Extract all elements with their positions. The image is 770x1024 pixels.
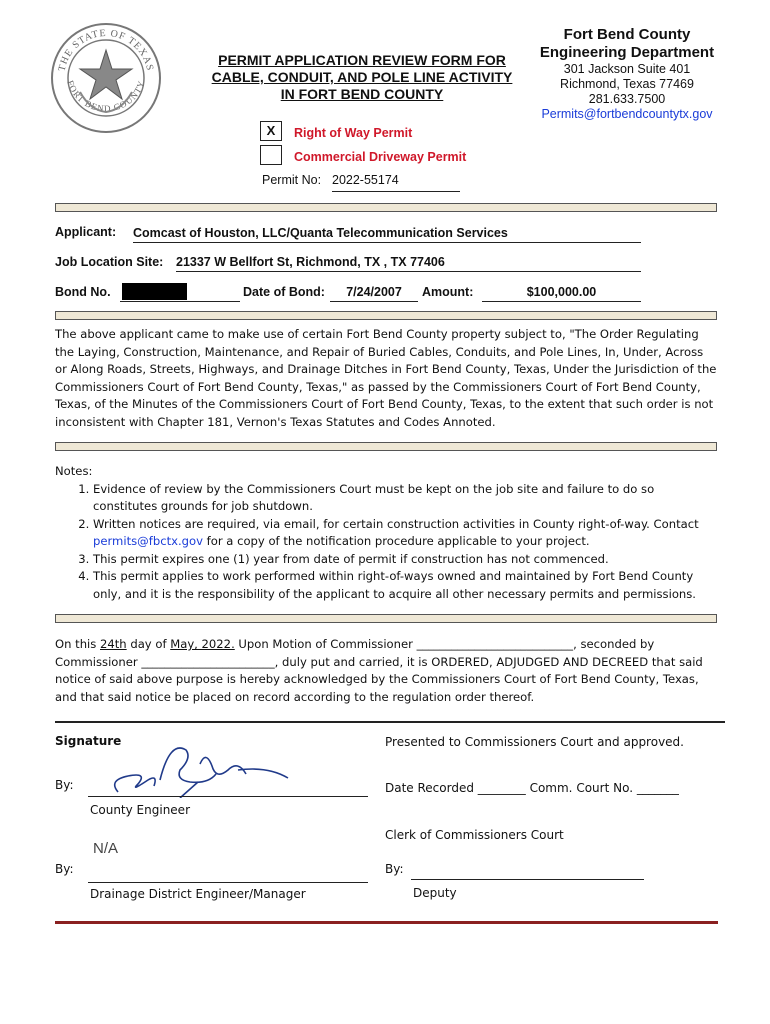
applicant-field[interactable] (133, 224, 641, 243)
dept-address-1: 301 Jackson Suite 401 (563, 62, 691, 76)
county-engineer-signature-field[interactable] (88, 740, 368, 798)
notification-email-link[interactable]: permits@fbctx.gov (93, 534, 203, 548)
order-day: 24th (100, 637, 127, 651)
applicant-value: Comcast of Houston, LLC/Quanta Telecommunication Services (133, 226, 508, 240)
dept-email-link[interactable]: Permits@fortbendcountytx.gov (541, 107, 713, 121)
dept-address-2: Richmond, Texas 77469 (560, 77, 694, 91)
applicant-label: Applicant: (55, 225, 117, 239)
job-location-label: Job Location Site: (55, 255, 164, 269)
signature-line-1 (88, 796, 368, 797)
title-line-3: IN FORT BEND COUNTY (280, 86, 444, 102)
date-recorded-text: Date Recorded ________ Comm. Court No. _______ (385, 781, 679, 795)
section-divider-bar (55, 614, 717, 623)
county-seal (50, 22, 162, 134)
amount-field[interactable] (482, 283, 641, 302)
notes-section (55, 463, 717, 603)
bond-date-value: 7/24/2007 (346, 285, 402, 299)
clerk-signature-line[interactable] (411, 879, 644, 880)
order-paragraph: On this 24th day of May, 2022. Upon Motion of Commissioner ___________________________, seconded by Commissioner _______________________, duly put and carried, it is ORDERED, ADJUDGED AND DECREED that said notice of said above purpose is hereby acknowledged by the Commissioners Court of Fort Bend County, Texas, and that said notice be placed on record according to the regulation order thereof. (55, 637, 703, 704)
note-item-2: 2. Written notices are required, via email, for certain construction activities in County right-of-way. Contact permits@fbctx.gov for a copy of the notification procedure applicable to your project. (93, 516, 717, 551)
title-line-1: PERMIT APPLICATION REVIEW FORM FOR (218, 52, 506, 68)
by-label-2: By: (55, 862, 74, 876)
body-paragraph: The above applicant came to make use of certain Fort Bend County property subject to, "The Order Regulating the Laying, Construction, Maintenance, and Repair of Buried Cables, Conduits, and Pole Lines, In, Under, Across or Along Roads, Streets, Highways, and Drainage Ditches in Fort Bend County, Texas, Under the Jurisdiction of the Commissioners Court of Fort Bend County, Texas," as passed by the Commissioners Court of Fort Bend County, Texas, of the Minutes of the Commissioners Court of Fort Bend County, Texas, to the extent that such order is not inconsistent with Chapter 181, Vernon's Texas Statutes and Codes Annoted. (55, 327, 717, 429)
dept-name-1: Fort Bend County (563, 26, 691, 43)
deputy-label: Deputy (413, 886, 457, 900)
note-item-3: 3. This permit expires one (1) year from date of permit if construction has not commenced. (93, 551, 717, 569)
bond-no-label: Bond No. (55, 285, 111, 299)
seal-text-top: THE STATE OF TEXAS (56, 27, 156, 73)
note-item-4: 4. This permit applies to work performed within right-of-ways owned and maintained by Fort Bend County only, and it is the responsibility of the applicant to acquire all other necessary permits and permissions. (93, 568, 717, 603)
bond-date-field[interactable] (330, 283, 418, 302)
county-engineer-label: County Engineer (90, 803, 190, 817)
handwritten-signature-icon (88, 740, 368, 798)
presented-text: Presented to Commissioners Court and approved. (385, 735, 684, 749)
section-divider-bar (55, 311, 717, 320)
right-of-way-label: Right of Way Permit (294, 126, 413, 140)
title-line-2: CABLE, CONDUIT, AND POLE LINE ACTIVITY (211, 69, 513, 85)
signature-line-2[interactable] (88, 882, 368, 883)
drainage-engineer-label: Drainage District Engineer/Manager (90, 887, 306, 901)
dept-phone: 281.633.7500 (588, 92, 666, 106)
job-location-field[interactable] (176, 253, 641, 272)
bond-date-label: Date of Bond: (243, 285, 325, 299)
department-block (532, 26, 722, 122)
permit-no-field[interactable] (332, 173, 460, 192)
clerk-label: Clerk of Commissioners Court (385, 828, 564, 842)
commercial-driveway-label: Commercial Driveway Permit (294, 150, 467, 164)
signature-heading: Signature (55, 734, 122, 748)
amount-value: $100,000.00 (526, 285, 597, 299)
by-label-3: By: (385, 862, 404, 876)
seal-text-bottom: FORT BEND COUNTY (65, 78, 147, 114)
star-icon (80, 50, 132, 99)
notes-heading: Notes: (55, 464, 93, 478)
na-value: N/A (93, 840, 119, 857)
permit-no-label: Permit No: (262, 173, 322, 187)
redaction-block (122, 283, 187, 300)
section-divider-bar (55, 203, 717, 212)
commercial-driveway-checkbox[interactable] (260, 145, 282, 165)
permit-no-value: 2022-55174 (332, 173, 399, 187)
job-location-value: 21337 W Bellfort St, Richmond, TX , TX 77406 (176, 255, 445, 269)
by-label-1: By: (55, 778, 74, 792)
footer-rule (55, 921, 718, 924)
amount-label: Amount: (422, 285, 474, 299)
bond-no-field[interactable] (120, 283, 240, 302)
signature-divider (55, 721, 725, 723)
dept-name-2: Engineering Department (539, 44, 715, 61)
order-month: May, 2022. (170, 637, 235, 651)
section-divider-bar (55, 442, 717, 451)
form-title (192, 52, 532, 103)
note-item-1: 1. Evidence of review by the Commissioners Court must be kept on the job site and failure to do so constitutes grounds for job shutdown. (93, 481, 717, 516)
right-of-way-checkbox[interactable]: X (260, 121, 282, 141)
